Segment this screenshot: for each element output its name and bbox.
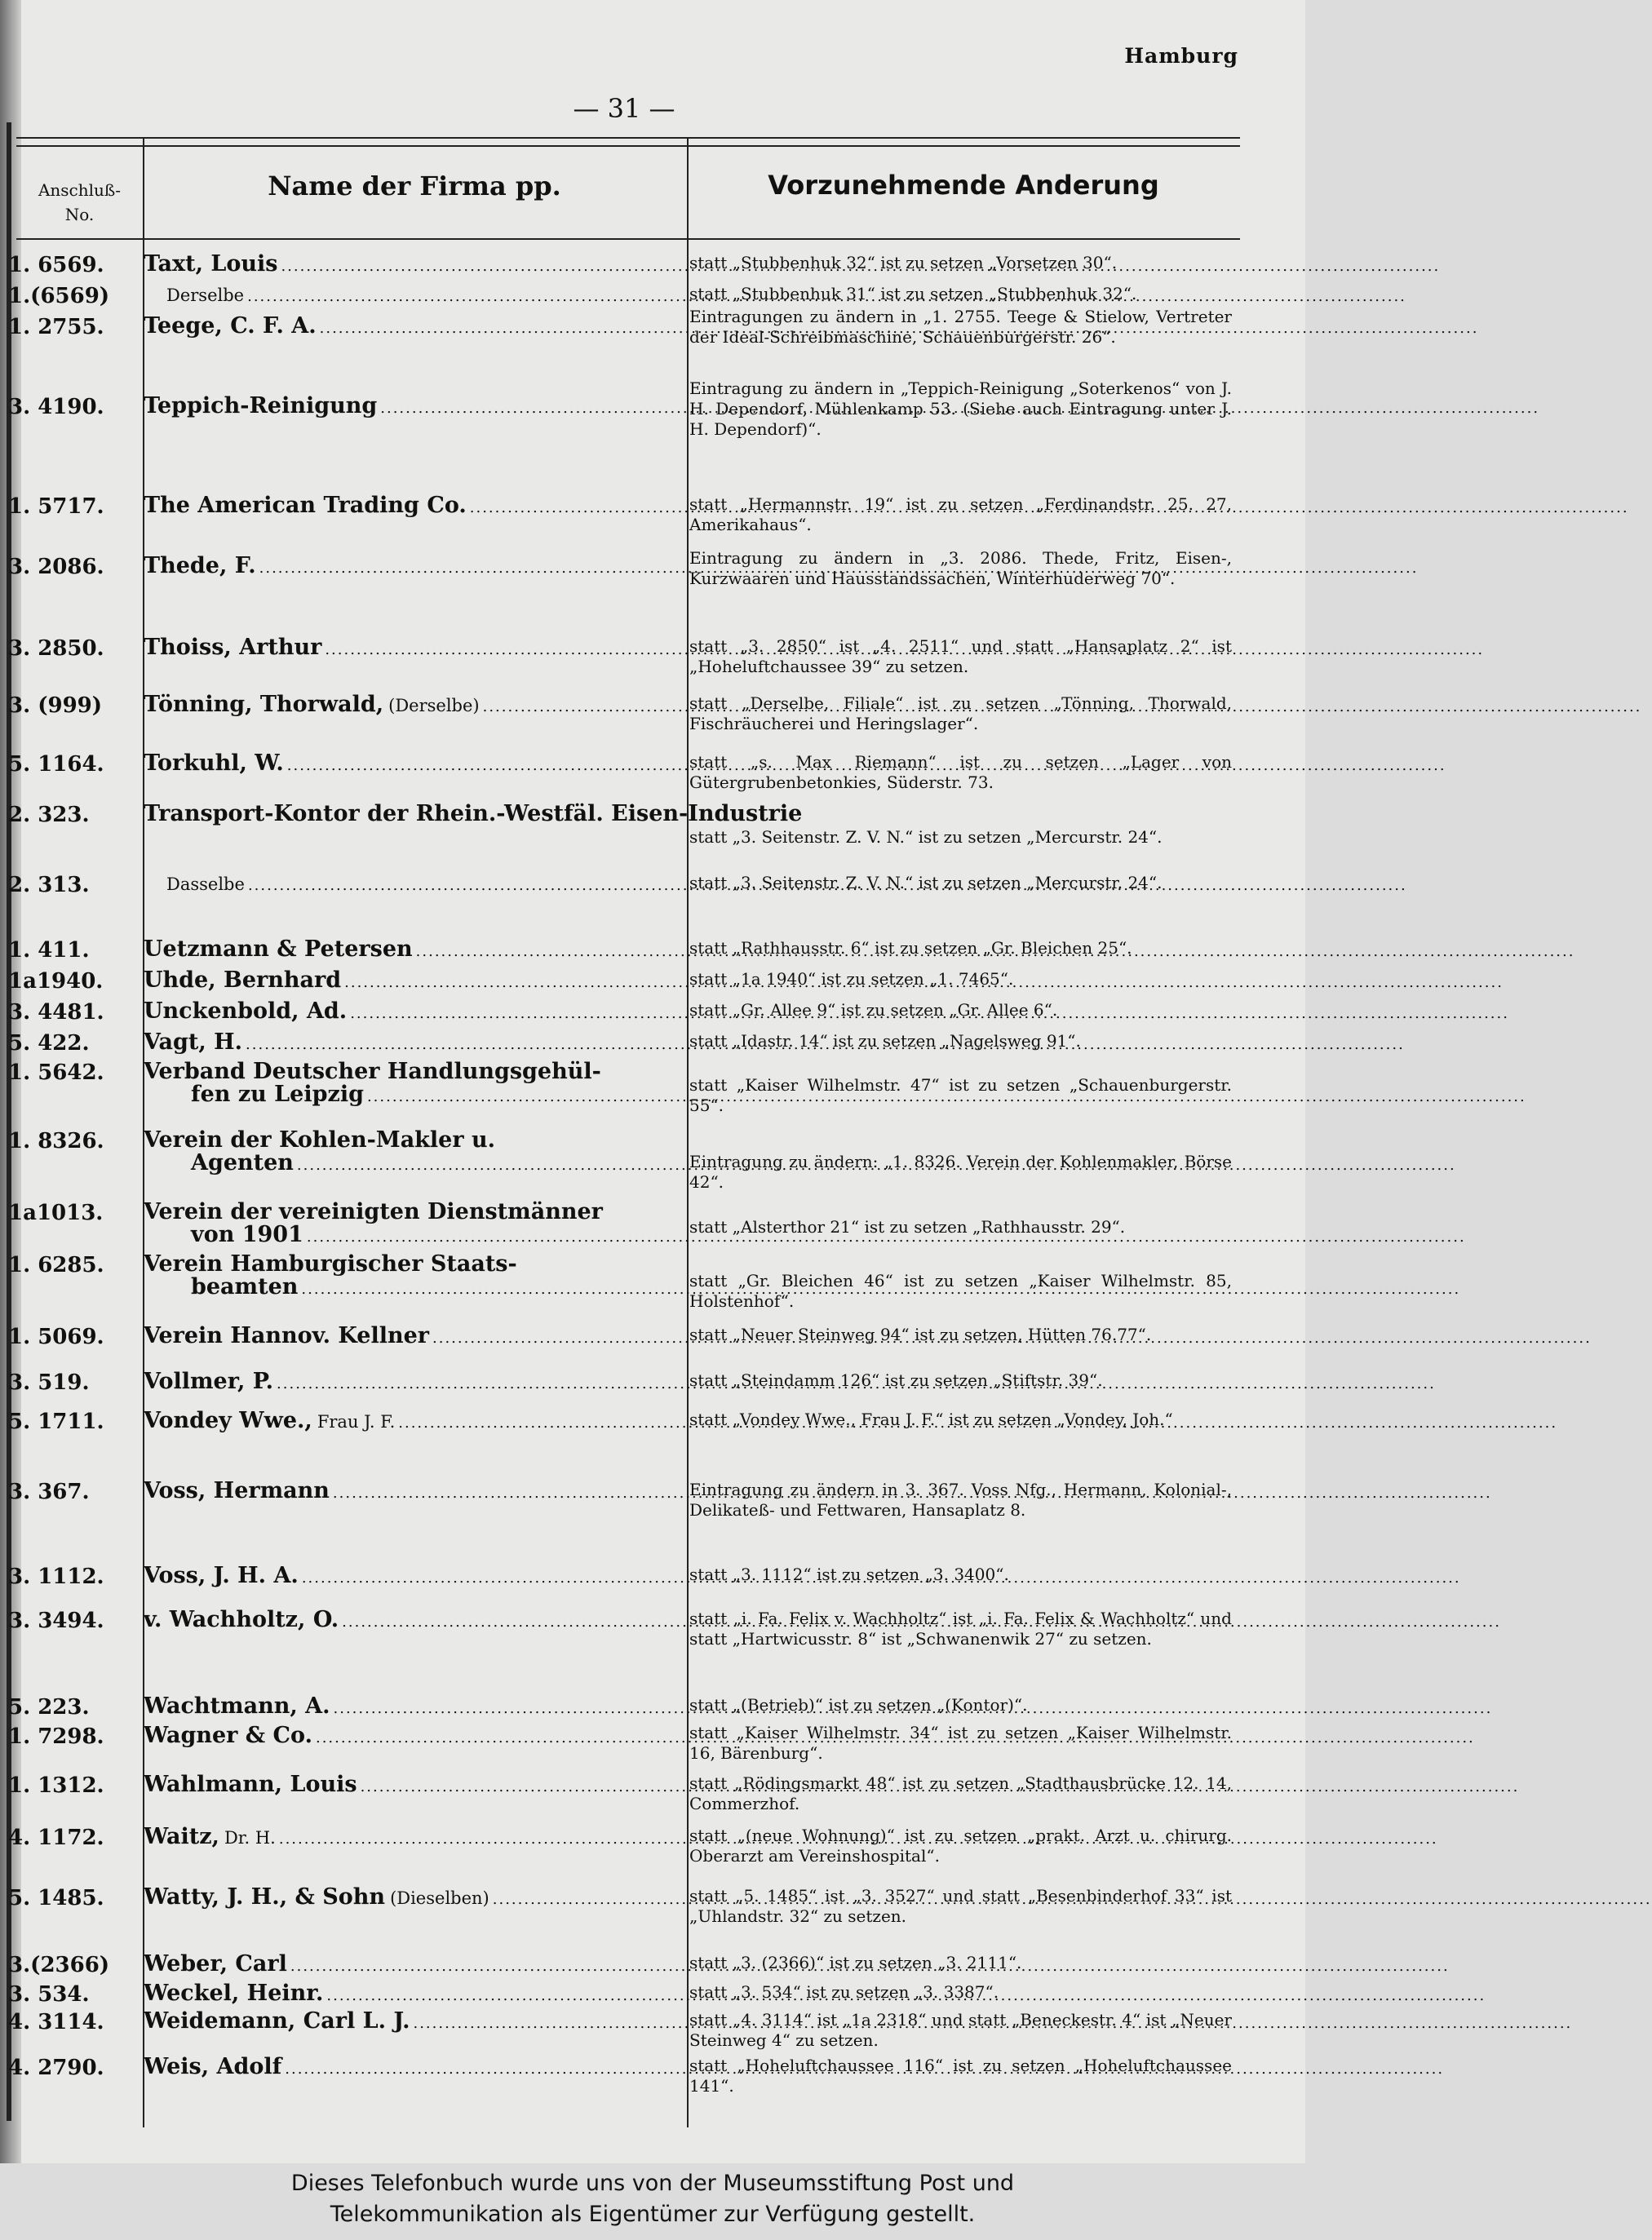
entry-name-suffix: Dr. H. xyxy=(224,1828,276,1848)
entry-number: 2. 323. xyxy=(8,803,90,827)
entry-number: 1. 2755. xyxy=(8,315,104,339)
entry-number: 1a1940. xyxy=(8,969,104,994)
entry-name-text: Agenten xyxy=(191,1150,294,1175)
entry-number: 1. 5069. xyxy=(8,1325,104,1349)
entry-name xyxy=(144,1724,671,1750)
entry-number: 4. 2790. xyxy=(8,2056,104,2080)
entry-change: statt „Stubbenhuk 32“ ist zu setzen „Vorsetzen 30“. xyxy=(689,253,1118,272)
entry-name-text: Torkuhl, W. xyxy=(144,750,284,776)
entry-change: statt „Alsterthor 21“ ist zu setzen „Rathhausstr. 29“. xyxy=(689,1217,1126,1237)
entry-name xyxy=(144,494,671,520)
entry-change: statt „Rödingsmarkt 48“ ist zu setzen „Stadthausbrücke 12. 14, Commerzhof. xyxy=(689,1773,1232,1813)
entry-number: 3. 2086. xyxy=(8,555,104,579)
entry-change: statt „3. 1112“ ist zu setzen „3. 3400“. xyxy=(689,1565,1009,1584)
entry-name-text: Thede, F. xyxy=(144,553,256,578)
column-header-number-line2: No. xyxy=(64,205,95,224)
entry-name-text: Wachtmann, A. xyxy=(144,1693,330,1719)
entry-change: statt „Steindamm 126“ ist zu setzen „Stiftstr. 39“. xyxy=(689,1370,1103,1390)
entry-name xyxy=(144,1370,671,1396)
entry-name xyxy=(144,636,671,662)
entry-name-text: Thoiss, Arthur xyxy=(144,635,322,660)
entry-name-text: Vollmer, P. xyxy=(144,1369,274,1394)
entry-name-text: Teege, C. F. A. xyxy=(144,313,317,339)
entry-name-text: Verband Deutscher Handlungsgehül- xyxy=(144,1059,601,1084)
entry-number: 1. 411. xyxy=(8,938,90,963)
entry-change: Eintragung zu ändern in 3. 367. Voss Nfg., Hermann, Kolonial-, Delikateß- und Fettwaren, Hansaplatz 8. xyxy=(689,1480,1232,1520)
entry-number: 5. 223. xyxy=(8,1695,90,1720)
entry-change: Eintragung zu ändern in „3. 2086. Thede, Fritz, Eisen-, Kurzwaaren und Hausstandssachen, Winterhuderweg 70“. xyxy=(689,548,1232,588)
entry-change: statt „Vondey Wwe., Frau J. F.“ ist zu setzen „Vondey, Joh.“ xyxy=(689,1410,1173,1429)
entry-name xyxy=(144,752,671,777)
entry-name xyxy=(144,1773,671,1799)
entry-change: statt „Gr. Bleichen 46“ ist zu setzen „Kaiser Wilhelmstr. 85, Holstenhof“. xyxy=(689,1271,1232,1311)
entry-number: 4. 3114. xyxy=(8,2010,104,2034)
entry-name-text: v. Wachholtz, O. xyxy=(144,1607,339,1632)
table-top-rule xyxy=(16,137,1240,139)
entry-change: statt „(neue Wohnung)“ ist zu setzen „prakt. Arzt u. chirurg. Oberarzt am Vereinshospital“. xyxy=(689,1826,1232,1866)
entry-name-text: Weber, Carl xyxy=(144,1951,287,1977)
footer-line-1: Dieses Telefonbuch wurde uns von der Museumsstiftung Post und xyxy=(290,2171,1015,2196)
entry-number: 1.(6569) xyxy=(8,284,110,308)
entry-name-text: beamten xyxy=(191,1274,299,1299)
entry-number: 1. 8326. xyxy=(8,1129,104,1153)
entry-name xyxy=(144,1253,671,1301)
entry-name-text: von 1901 xyxy=(191,1222,303,1247)
entry-number: 1. 6569. xyxy=(8,253,104,277)
entry-name-text: Wagner & Co. xyxy=(144,1723,312,1748)
entry-change: statt „Kaiser Wilhelmstr. 34“ ist zu setzen „Kaiser Wilhelmstr. 16, Bärenburg“. xyxy=(689,1723,1232,1763)
entry-name xyxy=(144,1325,671,1350)
entry-name xyxy=(144,284,671,308)
column-header-number xyxy=(16,178,143,227)
entry-same-as-above: Dasselbe xyxy=(166,874,245,894)
entry-name-text: Tönning, Thorwald, xyxy=(144,692,384,717)
entry-change: statt „4. 3114“ ist „1a 2318“ und statt „Beneckestr. 4“ ist „Neuer Steinweg 4“ zu setzen. xyxy=(689,2010,1232,2050)
entry-change: statt „3. 2850“ ist „4. 2511“ und statt „Hansaplatz 2“ ist „Hoheluftchaussee 39“ zu setzen. xyxy=(689,636,1232,676)
entry-name xyxy=(144,1060,671,1109)
entry-change: Eintragung zu ändern: „1. 8326. Verein der Kohlenmakler, Börse 42“. xyxy=(689,1152,1232,1192)
entry-name-text: Transport-Kontor der Rhein.-Westfäl. Eisen-Industrie xyxy=(144,801,803,826)
entry-number: 1. 6285. xyxy=(8,1253,104,1277)
entry-number: 3. 519. xyxy=(8,1370,90,1395)
entry-number: 3.(2366) xyxy=(8,1953,110,1977)
entry-change: statt „Derselbe, Filiale“ ist zu setzen „Tönning, Thorwald, Fischräucherei und Heringslager“. xyxy=(689,693,1232,733)
entry-change: statt „3. (2366)“ ist zu setzen „3. 2111“. xyxy=(689,1953,1022,1972)
entry-name-text: Vagt, H. xyxy=(144,1029,243,1055)
entry-change: statt „3. Seitenstr. Z. V. N.“ ist zu setzen „Mercurstr. 24“. xyxy=(689,873,1163,892)
entry-name xyxy=(144,2056,671,2081)
entry-name xyxy=(144,1886,671,1911)
entry-number: 2. 313. xyxy=(8,873,90,897)
entry-change: Eintragung zu ändern in „Teppich-Reinigung „Soterkenos“ von J. H. Dependorf, Mühlenkamp 53. (Siehe auch Eintragung unter J. H. Dependorf)“. xyxy=(689,378,1232,439)
entry-name-text: Verein der Kohlen-Makler u. xyxy=(144,1127,495,1153)
column-header-number-line1: Anschluß- xyxy=(38,180,122,200)
entry-name-text: Unckenbold, Ad. xyxy=(144,998,348,1024)
footer-note xyxy=(0,2163,1305,2240)
city-heading: Hamburg xyxy=(1124,44,1238,68)
entry-number: 3. 367. xyxy=(8,1480,90,1504)
entry-change: statt „Neuer Steinweg 94“ ist zu setzen, Hütten 76.77“. xyxy=(689,1325,1152,1344)
entry-change: statt „(Betrieb)“ ist zu setzen „(Kontor)“. xyxy=(689,1695,1028,1715)
entry-name xyxy=(144,1129,671,1177)
entry-change: statt „3. Seitenstr. Z. V. N.“ ist zu setzen „Mercurstr. 24“. xyxy=(689,827,1163,847)
column-header-change: Vorzunehmende Anderung xyxy=(768,170,1159,201)
entry-number: 3. 4481. xyxy=(8,1000,104,1025)
entry-change: statt „s. Max Riemann“ ist zu setzen „Lager von Gütergrubenbetonkies, Süderstr. 73. xyxy=(689,752,1232,792)
entry-number: 3. 3494. xyxy=(8,1609,104,1633)
entry-name-text: Voss, Hermann xyxy=(144,1478,330,1503)
entry-name-text: Vondey Wwe., xyxy=(144,1408,312,1433)
entry-name xyxy=(144,1565,671,1590)
entry-number: 5. 422. xyxy=(8,1031,90,1056)
entry-name xyxy=(144,1410,671,1435)
entry-name-text: Wahlmann, Louis xyxy=(144,1772,357,1797)
entry-name xyxy=(144,1982,671,2008)
entry-name-text: Weis, Adolf xyxy=(144,2054,282,2079)
entry-change: statt „5. 1485“ ist „3. 3527“ und statt „Besenbinderhof 33“ ist „Uhlandstr. 32“ zu setzen. xyxy=(689,1886,1232,1926)
entry-name xyxy=(144,693,671,719)
entry-name xyxy=(144,395,671,420)
entry-name-suffix: (Dieselben) xyxy=(390,1888,489,1908)
entry-change: statt „Gr. Allee 9“ ist zu setzen „Gr. Allee 6“. xyxy=(689,1000,1058,1020)
entry-change: statt „Rathhausstr. 6“ ist zu setzen „Gr. Bleichen 25“. xyxy=(689,938,1132,958)
entry-name-text: Weidemann, Carl L. J. xyxy=(144,2008,410,2034)
entry-name xyxy=(144,1031,671,1056)
entry-name xyxy=(144,938,671,963)
entry-number: 1. 5642. xyxy=(8,1060,104,1085)
entry-change: statt „Hoheluftchaussee 116“ ist zu setzen „Hoheluftchaussee 141“. xyxy=(689,2056,1232,2096)
entry-same-as-above: Derselbe xyxy=(166,286,245,305)
entry-number: 5. 1711. xyxy=(8,1410,104,1434)
entry-number: 4. 1172. xyxy=(8,1826,104,1850)
entry-name-text: Taxt, Louis xyxy=(144,251,278,277)
entry-name xyxy=(144,1201,671,1249)
entry-name-text: Uhde, Bernhard xyxy=(144,967,342,993)
entry-name-suffix: Frau J. F. xyxy=(317,1412,396,1432)
entry-change: statt „Hermannstr. 19“ ist zu setzen „Ferdinandstr. 25. 27, Amerikahaus“. xyxy=(689,494,1232,534)
entry-number: 5. 1164. xyxy=(8,752,104,777)
entry-name xyxy=(144,969,671,994)
entry-change: Eintragungen zu ändern in „1. 2755. Teege & Stielow, Vertreter der Ideal-Schreibmaschine, Schauenburgerstr. 26“. xyxy=(689,307,1232,347)
entry-name-suffix: (Derselbe) xyxy=(388,696,480,715)
entry-name xyxy=(144,555,671,580)
entry-name-text: Waitz, xyxy=(144,1824,219,1849)
entry-number: 3. 534. xyxy=(8,1982,90,2007)
entry-name xyxy=(144,1000,671,1025)
entry-name-text: Verein der vereinigten Dienstmänner xyxy=(144,1199,603,1224)
page-edge-line xyxy=(7,122,11,2121)
entry-name-text: Weckel, Heinr. xyxy=(144,1981,324,2006)
entry-name-text: The American Trading Co. xyxy=(144,493,467,518)
entry-name-text: Voss, J. H. A. xyxy=(144,1563,299,1588)
entry-name xyxy=(144,801,803,828)
entry-name-text: Watty, J. H., & Sohn xyxy=(144,1884,386,1910)
entry-change: statt „1a 1940“ ist zu setzen „1. 7465“. xyxy=(689,969,1014,989)
entry-number: 5. 1485. xyxy=(8,1886,104,1910)
entry-number: 3. 1112. xyxy=(8,1565,104,1589)
entry-name xyxy=(144,1695,671,1720)
entry-number: 1a1013. xyxy=(8,1201,104,1225)
entry-name xyxy=(144,2010,671,2035)
entry-change: statt „3. 534“ ist zu setzen „3. 3387“. xyxy=(689,1982,999,2002)
table-top-rule-2 xyxy=(16,145,1240,147)
entry-name xyxy=(144,1953,671,1978)
entry-number: 1. 7298. xyxy=(8,1724,104,1749)
entry-name-text: Teppich-Reinigung xyxy=(144,393,378,418)
entry-number: 3. (999) xyxy=(8,693,103,718)
entry-name xyxy=(144,1609,671,1634)
page-number: — 31 — xyxy=(573,93,675,124)
entry-name-text: Verein Hamburgischer Staats- xyxy=(144,1251,517,1277)
entry-change: statt „Idastr. 14“ ist zu setzen „Nagelsweg 91“. xyxy=(689,1031,1081,1051)
entry-name-text: fen zu Leipzig xyxy=(191,1082,364,1107)
entry-name xyxy=(144,873,671,897)
entry-change: statt „i. Fa. Felix v. Wachholtz“ ist „i. Fa. Felix & Wachholtz“ und statt „Hartwicusstr. 8“ ist „Schwanenwik 27“ zu setzen. xyxy=(689,1609,1232,1649)
entry-name-text: Uetzmann & Petersen xyxy=(144,936,413,962)
column-header-name: Name der Firma pp. xyxy=(268,170,561,201)
entry-name xyxy=(144,315,671,340)
entry-name xyxy=(144,1480,671,1505)
footer-line-2: Telekommunikation als Eigentümer zur Verfügung gestellt. xyxy=(330,2202,976,2227)
entry-name xyxy=(144,253,671,278)
entry-name-text: Verein Hannov. Kellner xyxy=(144,1323,429,1348)
entry-number: 3. 2850. xyxy=(8,636,104,661)
header-bottom-rule xyxy=(16,238,1240,240)
entry-number: 1. 5717. xyxy=(8,494,104,519)
entry-name xyxy=(144,1826,671,1851)
entry-number: 1. 1312. xyxy=(8,1773,104,1798)
entry-number: 3. 4190. xyxy=(8,395,104,419)
entry-change: statt „Stubbenhuk 31“ ist zu setzen „Stubbenhuk 32“. xyxy=(689,284,1137,303)
entry-change: statt „Kaiser Wilhelmstr. 47“ ist zu setzen „Schauenburgerstr. 55“. xyxy=(689,1075,1232,1115)
